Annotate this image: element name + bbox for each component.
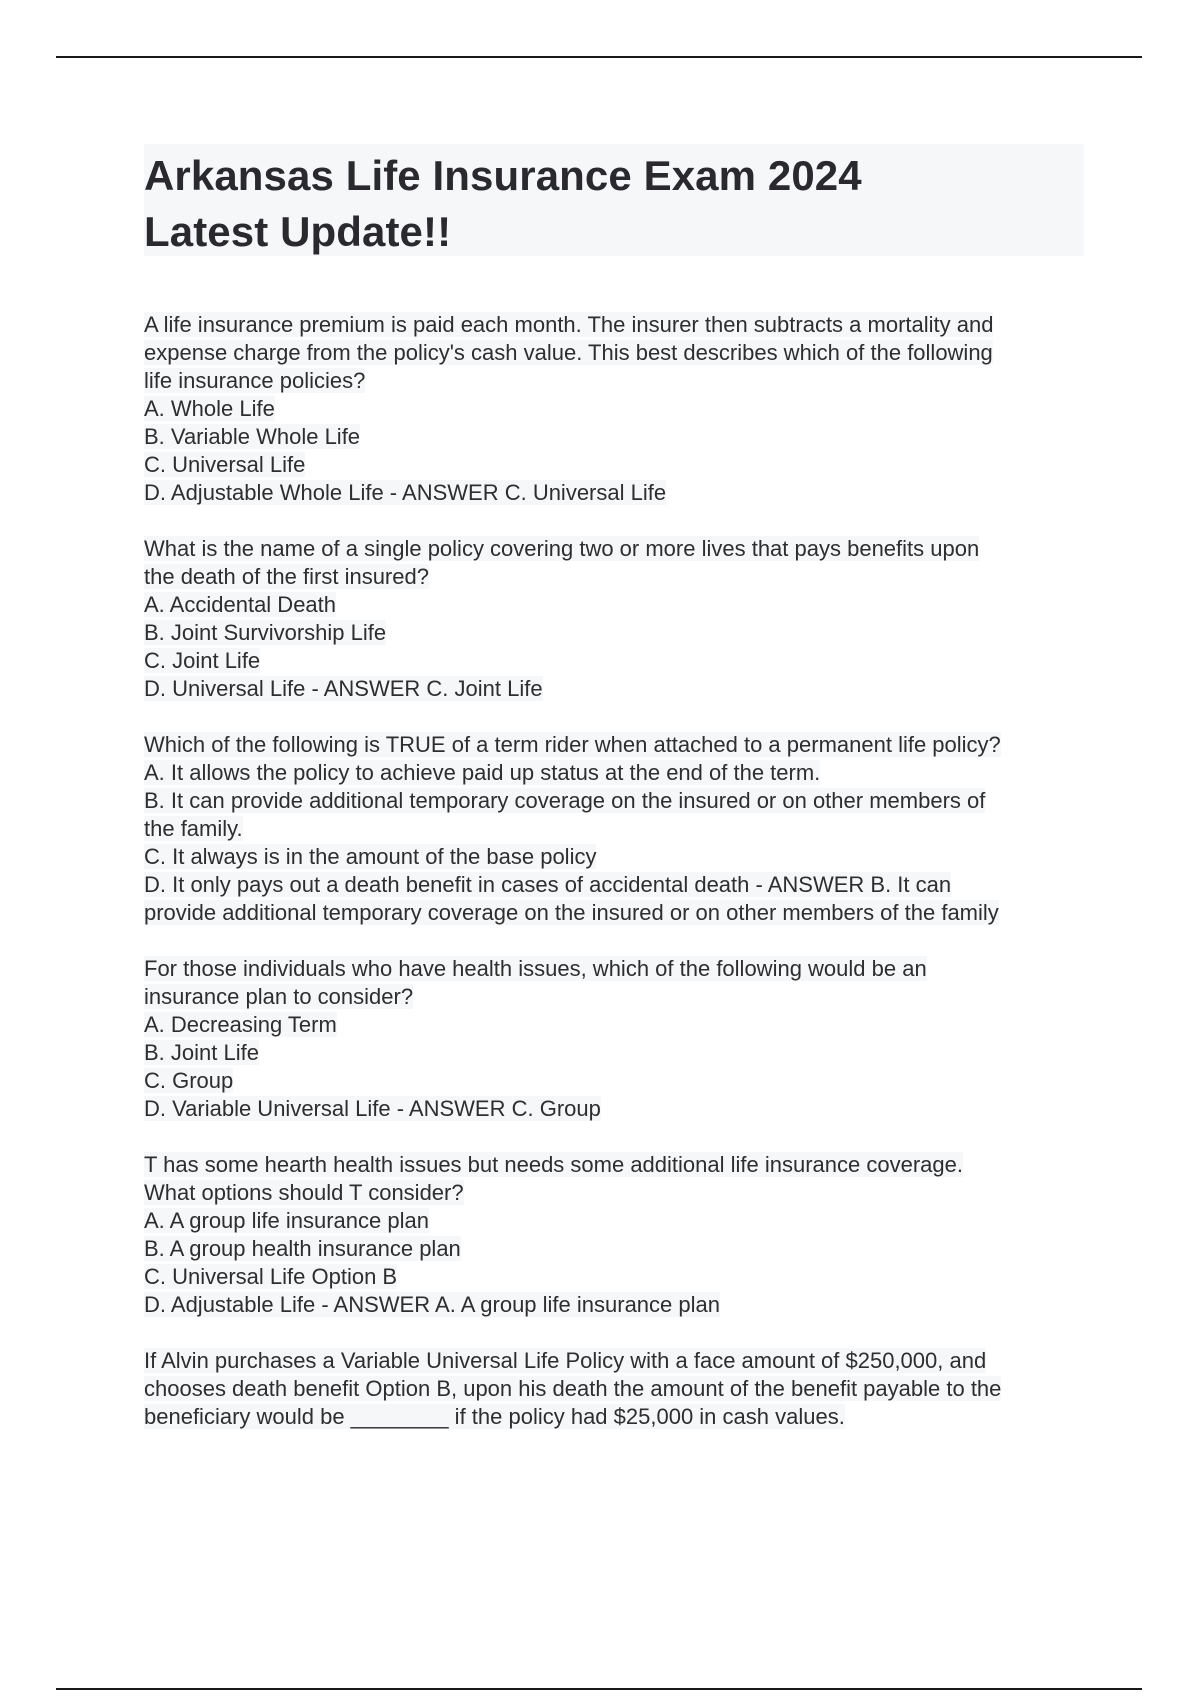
question-text-line: expense charge from the policy's cash value. This best describes which of the following: [144, 340, 993, 365]
question-text-line: A life insurance premium is paid each month. The insurer then subtracts a mortality and: [144, 312, 994, 337]
answer-option-with-key: D. Adjustable Life - ANSWER A. A group life insurance plan: [144, 1292, 720, 1317]
question-text-line: beneficiary would be ________ if the policy had $25,000 in cash values.: [144, 1404, 845, 1429]
answer-option: C. Universal Life Option B: [144, 1264, 398, 1289]
answer-option: A. It allows the policy to achieve paid up status at the end of the term.: [144, 760, 821, 785]
answer-option: B. It can provide additional temporary coverage on the insured or on other members of: [144, 788, 986, 813]
answer-key-continuation: provide additional temporary coverage on the insured or on other members of the family: [144, 900, 999, 925]
top-rule: [56, 56, 1142, 58]
answer-option: A. Whole Life: [144, 396, 275, 421]
answer-option-with-key: D. Adjustable Whole Life - ANSWER C. Universal Life: [144, 480, 667, 505]
answer-option: B. A group health insurance plan: [144, 1236, 461, 1261]
question-text-line: Which of the following is TRUE of a term rider when attached to a permanent life policy?: [144, 732, 1001, 757]
answer-option: C. It always is in the amount of the base policy: [144, 844, 597, 869]
question-4: [144, 955, 1104, 1123]
answer-option-with-key: D. Universal Life - ANSWER C. Joint Life: [144, 676, 543, 701]
answer-option: B. Joint Life: [144, 1040, 259, 1065]
question-list: [144, 311, 1104, 1459]
answer-option: C. Joint Life: [144, 648, 261, 673]
answer-option-with-key: D. Variable Universal Life - ANSWER C. Group: [144, 1096, 601, 1121]
answer-option: the family.: [144, 816, 243, 841]
question-text-line: life insurance policies?: [144, 368, 366, 393]
answer-option: B. Variable Whole Life: [144, 424, 361, 449]
question-6: [144, 1347, 1104, 1431]
answer-option-with-key: D. It only pays out a death benefit in cases of accidental death - ANSWER B. It can: [144, 872, 952, 897]
question-3: [144, 731, 1104, 927]
question-5: [144, 1151, 1104, 1319]
question-text-line: For those individuals who have health issues, which of the following would be an: [144, 956, 927, 981]
question-text-line: T has some hearth health issues but needs some additional life insurance coverage.: [144, 1152, 963, 1177]
document-title: [144, 144, 1084, 256]
question-text-line: If Alvin purchases a Variable Universal Life Policy with a face amount of $250,000, and: [144, 1348, 987, 1373]
title-line-2: Latest Update!!: [144, 208, 452, 255]
question-2: [144, 535, 1104, 703]
question-text-line: chooses death benefit Option B, upon his death the amount of the benefit payable to the: [144, 1376, 1002, 1401]
answer-option: C. Universal Life: [144, 452, 306, 477]
question-text-line: What options should T consider?: [144, 1180, 464, 1205]
answer-option: A. Accidental Death: [144, 592, 337, 617]
question-text-line: the death of the first insured?: [144, 564, 429, 589]
answer-option: A. Decreasing Term: [144, 1012, 337, 1037]
question-text-line: What is the name of a single policy covering two or more lives that pays benefits upon: [144, 536, 980, 561]
answer-option: A. A group life insurance plan: [144, 1208, 429, 1233]
title-line-1: Arkansas Life Insurance Exam 2024: [144, 152, 862, 199]
answer-option: C. Group: [144, 1068, 234, 1093]
bottom-rule: [56, 1688, 1142, 1690]
question-text-line: insurance plan to consider?: [144, 984, 414, 1009]
question-1: [144, 311, 1104, 507]
answer-option: B. Joint Survivorship Life: [144, 620, 387, 645]
